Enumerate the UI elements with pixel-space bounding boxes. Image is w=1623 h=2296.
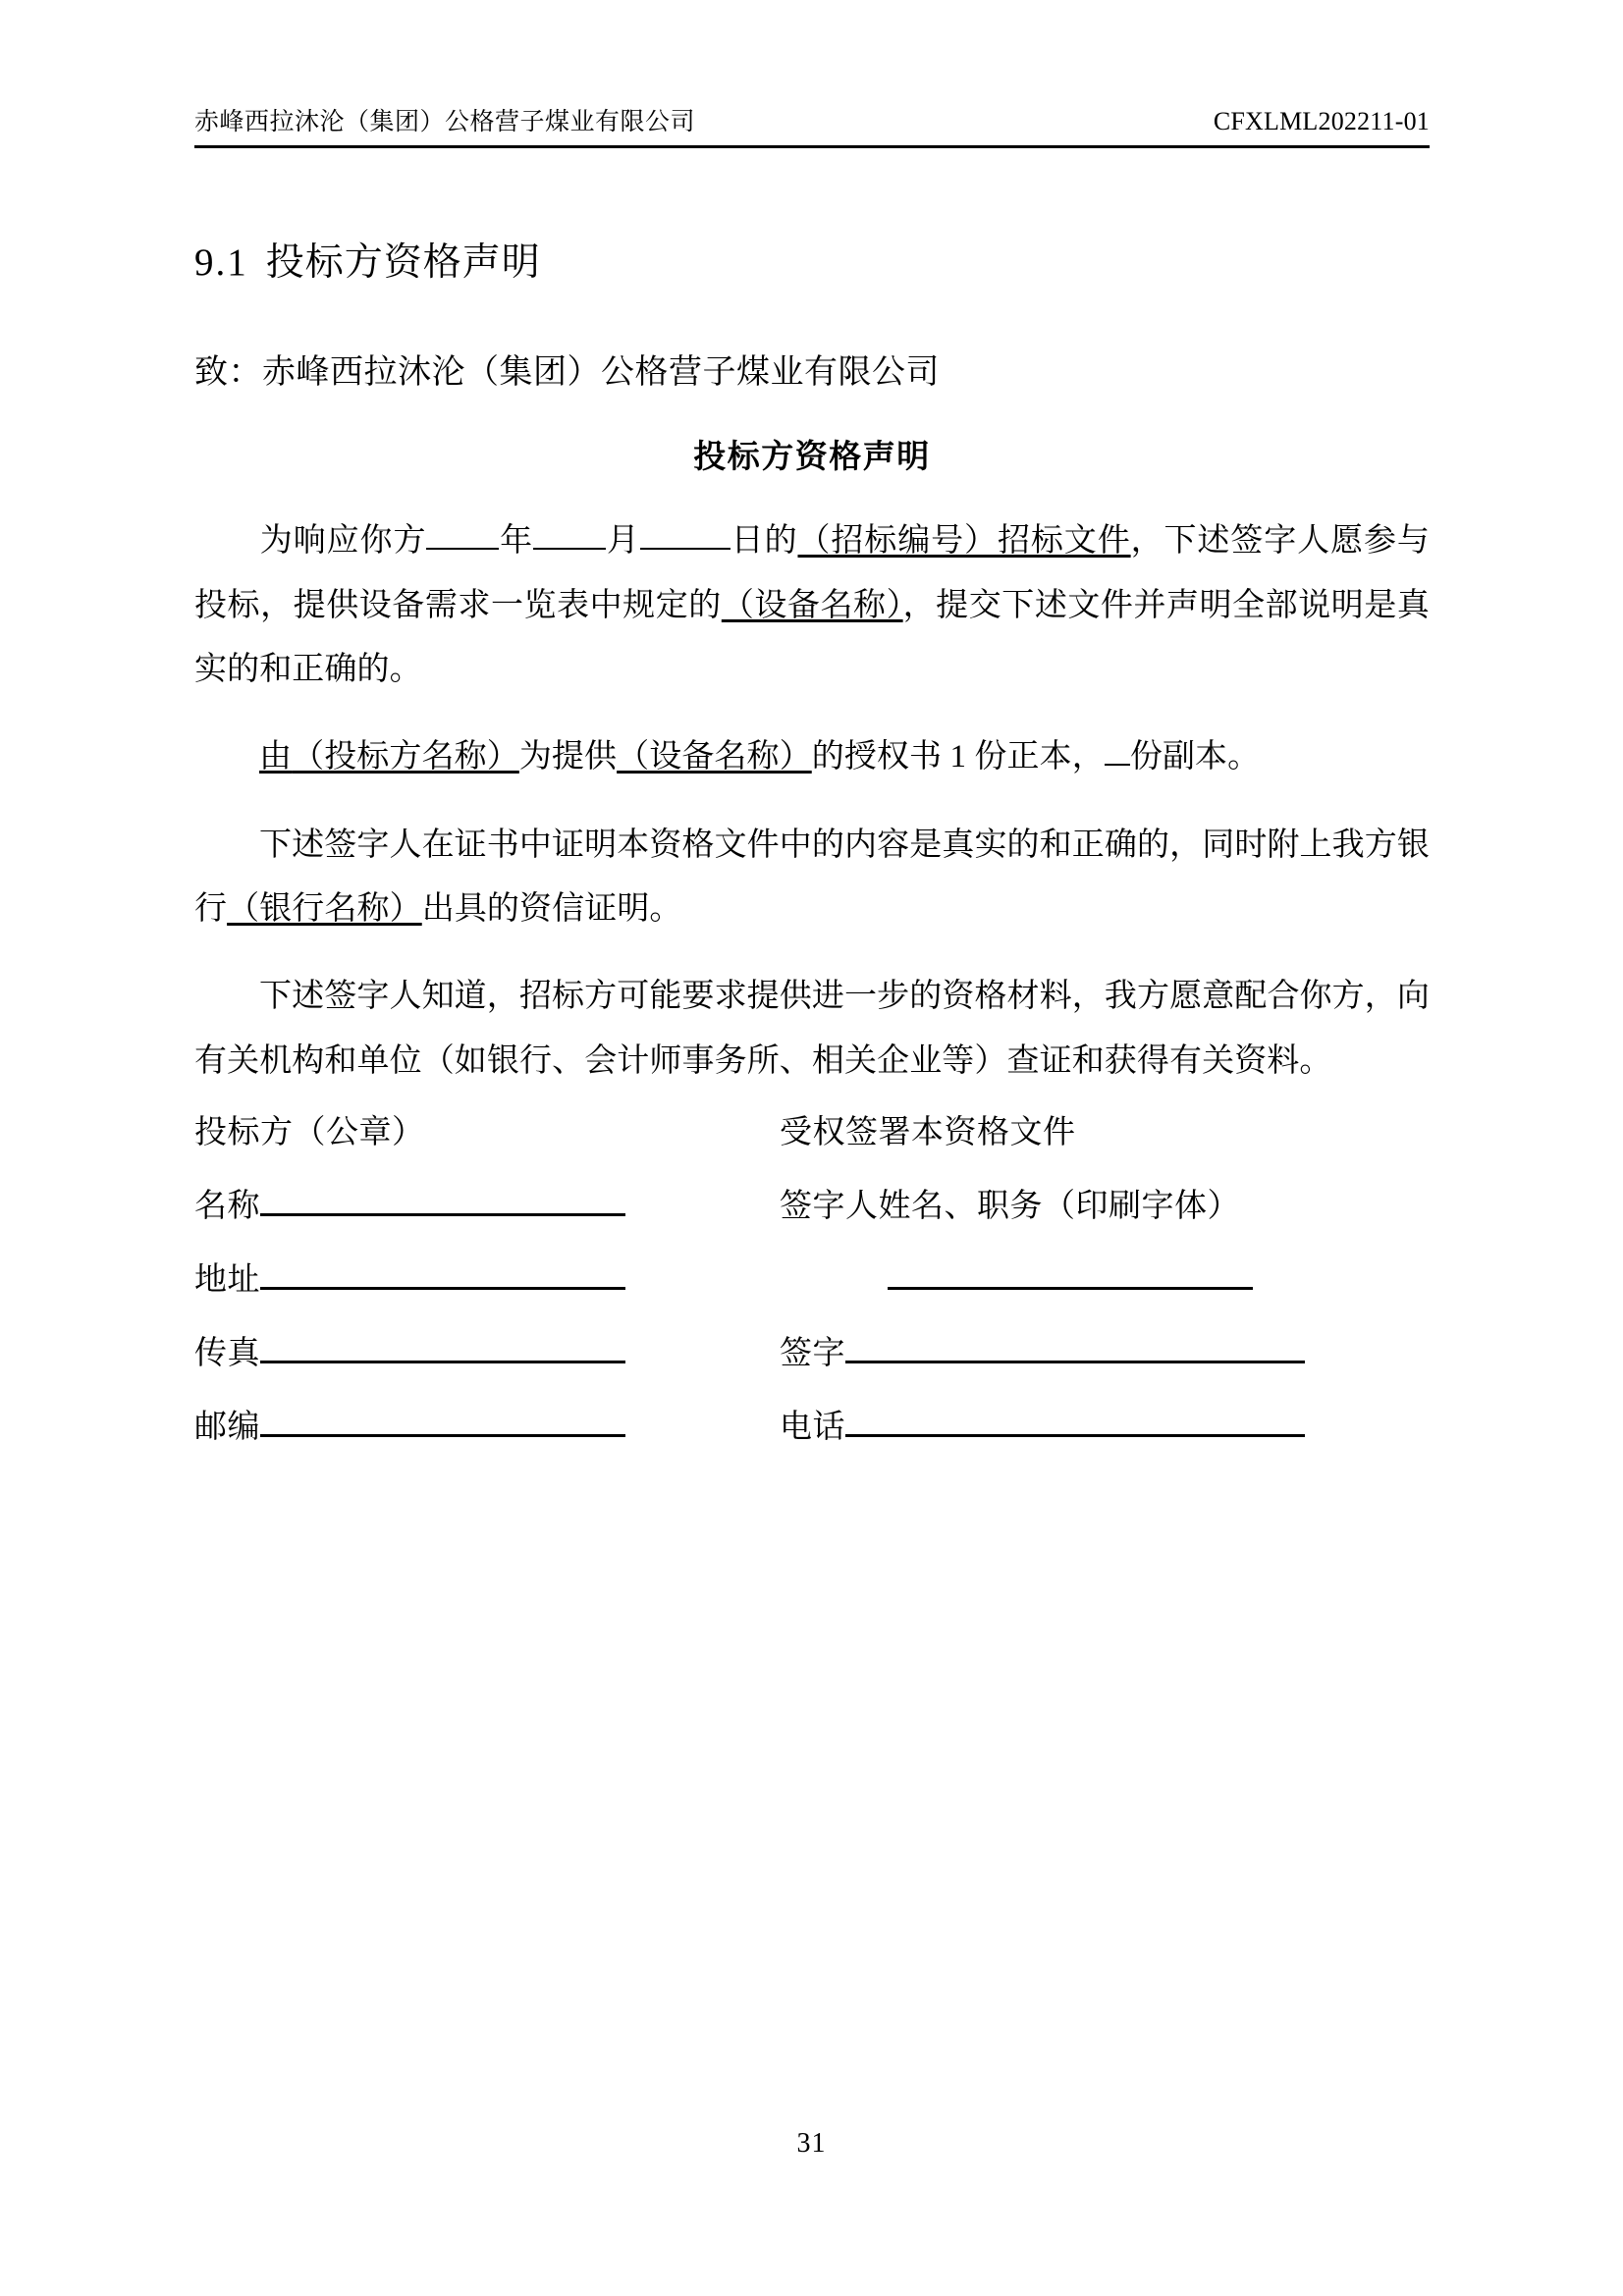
addressee-line [194,349,1430,397]
address-label: 地址 [194,1262,260,1299]
postcode-input-line[interactable] [260,1434,625,1437]
signature-label: 签字 [780,1336,845,1372]
document-body [194,187,1430,1444]
day-blank [640,548,730,550]
name-input-line[interactable] [260,1213,625,1216]
signature-heading-row [194,1117,1430,1149]
header-company-name: 赤峰西拉沐沦（集团）公格营子煤业有限公司 [194,109,696,136]
section-heading [194,239,1430,289]
signature-heading-left [194,1117,780,1149]
p4-text: 下述签字人知道，招标方可能要求提供进一步的资格材料，我方愿意配合你方，向有关机构和单位（如银行、会计师事务所、相关企业等）查证和获得有关资料。 [194,979,1430,1079]
page-header [194,106,1430,148]
name-field-group [194,1191,780,1223]
fax-field-group [194,1338,780,1370]
signatory-name-title-label: 签字人姓名、职务（印刷字体） [780,1189,1240,1225]
signatory-blank-group [780,1287,1430,1297]
phone-input-line[interactable] [845,1434,1305,1437]
p2-text-c: 为提供 [518,739,618,775]
p3-text-a: 下述签字人在证书中证明本资格文件中的内容是真实的和正确的，同时附上我方银行 [194,827,1430,928]
signature-row-name [194,1191,1430,1223]
year-blank [426,548,499,550]
addressee-prefix: 致： [194,353,262,391]
address-input-line[interactable] [260,1287,625,1290]
phone-label: 电话 [780,1410,845,1446]
postcode-field-group [194,1412,780,1444]
fax-input-line[interactable] [260,1361,625,1363]
p1-text-c: 月 [606,523,640,560]
p2-text-a: 由 [259,739,293,775]
signature-row-fax [194,1338,1430,1370]
name-label: 名称 [194,1189,260,1225]
header-document-number: CFXLML202211-01 [1213,107,1430,135]
signature-field-group [780,1338,1430,1370]
signature-input-line[interactable] [845,1361,1305,1363]
paragraph-authorization [194,725,1430,789]
bidder-seal-label: 投标方（公章） [194,1115,425,1151]
paragraph-response [194,509,1430,702]
paragraph-certification [194,814,1430,942]
authorized-signatory-label: 受权签署本资格文件 [780,1115,1076,1151]
declaration-title: 投标方资格声明 [693,440,931,476]
p1-text-b: 年 [499,523,534,560]
copies-blank [1105,764,1130,766]
signature-block [194,1117,1430,1444]
signature-row-postcode [194,1412,1430,1444]
p1-text-h: ，提交下述文件并声明全部说明是真实的和正确的。 [194,587,1430,688]
bidder-name-placeholder: （投标方名称） [292,739,519,775]
p2-text-e: 的授权书 1 份正本， [811,739,1105,775]
equipment-name-placeholder-2: （设备名称） [617,739,812,775]
equipment-name-placeholder-1: （设备名称） [721,587,903,623]
bank-name-placeholder: （银行名称） [227,891,422,928]
page-number: 31 [796,2128,827,2159]
signature-heading-right [780,1117,1430,1149]
phone-field-group [780,1412,1430,1444]
p2-text-f: 份副本。 [1129,739,1261,775]
paragraph-cooperation [194,965,1430,1094]
address-field-group [194,1264,780,1297]
postcode-label: 邮编 [194,1410,260,1446]
p1-text-f: ，下述签字人愿参与投标，提供设备需求一览表中规定的 [194,523,1431,623]
section-title: 投标方资格声明 [265,241,541,284]
signatory-unlabeled-input-line[interactable] [888,1287,1253,1290]
section-number: 9.1 [194,241,248,284]
fax-label: 传真 [194,1336,260,1372]
signature-row-address [194,1264,1430,1297]
p1-text-d: 日的 [730,523,798,560]
signatory-name-title-group [780,1191,1430,1223]
p3-text-c: 出具的资信证明。 [421,891,682,928]
tender-number-placeholder: （招标编号）招标文件 [797,523,1131,560]
month-blank [533,548,606,550]
addressee-name: 赤峰西拉沐沦（集团）公格营子煤业有限公司 [262,353,940,391]
p1-text-a: 为响应你方 [259,523,427,560]
